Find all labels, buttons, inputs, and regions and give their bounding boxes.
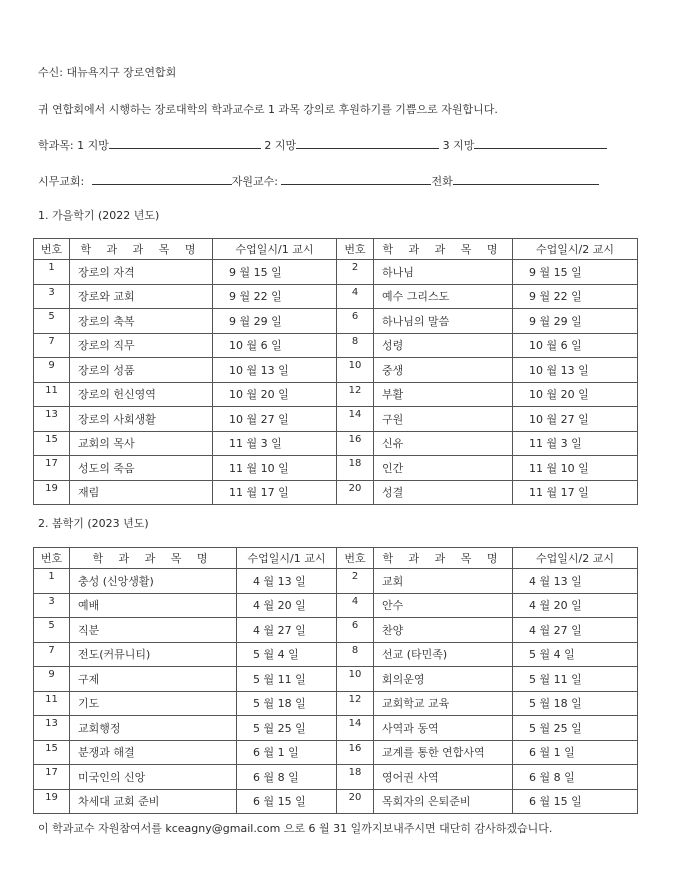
col-header-number: 번호 [34,239,70,260]
row-number: 10 [337,667,374,692]
subject-name: 부활 [374,382,513,407]
table-row [34,260,638,285]
class-date: 5 월 4 일 [513,642,638,667]
class-date: 10 월 13 일 [213,358,337,383]
subject-name: 분쟁과 해결 [70,740,237,765]
spring-section-title: 2. 봄학기 (2023 년도) [38,517,149,530]
row-number: 3 [34,284,70,309]
row-number: 6 [337,309,374,334]
subject-name: 교회 [374,569,513,594]
row-number: 1 [34,569,70,594]
row-number: 9 [34,358,70,383]
class-date: 4 월 13 일 [513,569,638,594]
subject-name: 신유 [374,431,513,456]
row-number: 16 [337,740,374,765]
subject-choice-line [38,137,607,153]
row-number: 2 [337,260,374,285]
class-date: 6 월 15 일 [237,789,337,814]
class-date: 5 월 18 일 [237,691,337,716]
subject-name: 선교 (타민족) [374,642,513,667]
subject-name: 목회자의 은퇴준비 [374,789,513,814]
subject-name: 안수 [374,593,513,618]
col-header-subject: 학 과 과 목 명 [374,239,513,260]
class-date: 11 월 17 일 [513,480,638,505]
table-row [34,309,638,334]
subject-name: 교계를 통한 연합사역 [374,740,513,765]
class-date: 6 월 1 일 [513,740,638,765]
subject-name: 충성 (신앙생활) [70,569,237,594]
col-header-period2: 수업일시/2 교시 [513,239,638,260]
class-date: 5 월 18 일 [513,691,638,716]
table-header-row [34,239,638,260]
row-number: 4 [337,284,374,309]
row-number: 11 [34,691,70,716]
table-row [34,431,638,456]
row-number: 5 [34,618,70,643]
class-date: 9 월 15 일 [513,260,638,285]
church-blank[interactable] [92,173,232,185]
subject-name: 직분 [70,618,237,643]
row-number: 14 [337,716,374,741]
col-header-period1: 수업일시/1 교시 [237,548,337,569]
col-header-period2: 수업일시/2 교시 [513,548,638,569]
class-date: 10 월 13 일 [513,358,638,383]
class-date: 4 월 20 일 [237,593,337,618]
subject-name: 차세대 교회 준비 [70,789,237,814]
subject-name: 구원 [374,407,513,432]
choice2-label: 2 지망 [264,139,297,152]
subject-name: 성도의 죽음 [70,456,213,481]
row-number: 20 [337,480,374,505]
row-number: 12 [337,691,374,716]
subject-name: 찬양 [374,618,513,643]
row-number: 13 [34,716,70,741]
choice2-blank[interactable] [296,137,439,149]
phone-label: 전화 [431,175,453,188]
subject-name: 중생 [374,358,513,383]
col-header-subject: 학 과 과 목 명 [374,548,513,569]
subject-name: 영어권 사역 [374,765,513,790]
row-number: 19 [34,789,70,814]
table-row [34,407,638,432]
subject-name: 장로의 사회생활 [70,407,213,432]
subject-name: 예배 [70,593,237,618]
subject-name: 장로의 축복 [70,309,213,334]
subject-name: 하나님 [374,260,513,285]
class-date: 6 월 1 일 [237,740,337,765]
class-date: 5 월 11 일 [513,667,638,692]
class-date: 9 월 22 일 [213,284,337,309]
subject-name: 재림 [70,480,213,505]
row-number: 8 [337,642,374,667]
row-number: 16 [337,431,374,456]
subject-name: 인간 [374,456,513,481]
col-header-number: 번호 [34,548,70,569]
subject-name: 장로의 자격 [70,260,213,285]
subject-name: 장로의 성품 [70,358,213,383]
subject-name: 장로의 헌신영역 [70,382,213,407]
class-date: 10 월 6 일 [213,333,337,358]
row-number: 11 [34,382,70,407]
row-number: 18 [337,765,374,790]
class-date: 5 월 25 일 [513,716,638,741]
table-row [34,765,638,790]
row-number: 18 [337,456,374,481]
class-date: 5 월 4 일 [237,642,337,667]
spring-schedule-table [33,547,638,814]
class-date: 4 월 20 일 [513,593,638,618]
row-number: 1 [34,260,70,285]
row-number: 12 [337,382,374,407]
row-number: 15 [34,431,70,456]
table-row [34,382,638,407]
class-date: 9 월 29 일 [513,309,638,334]
class-date: 11 월 3 일 [513,431,638,456]
row-number: 20 [337,789,374,814]
class-date: 9 월 22 일 [513,284,638,309]
class-date: 9 월 15 일 [213,260,337,285]
subject-name: 회의운영 [374,667,513,692]
table-row [34,284,638,309]
class-date: 6 월 8 일 [513,765,638,790]
table-row [34,789,638,814]
row-number: 10 [337,358,374,383]
col-header-number: 번호 [337,239,374,260]
class-date: 11 월 17 일 [213,480,337,505]
subject-name: 미국인의 신앙 [70,765,237,790]
row-number: 14 [337,407,374,432]
class-date: 11 월 10 일 [513,456,638,481]
row-number: 17 [34,765,70,790]
col-header-period1: 수업일시/1 교시 [213,239,337,260]
row-number: 19 [34,480,70,505]
row-number: 7 [34,642,70,667]
table-row [34,691,638,716]
row-number: 6 [337,618,374,643]
table-row [34,642,638,667]
church-label: 시무교회: [38,175,85,188]
table-row [34,593,638,618]
class-date: 10 월 6 일 [513,333,638,358]
class-date: 9 월 29 일 [213,309,337,334]
row-number: 4 [337,593,374,618]
class-date: 11 월 3 일 [213,431,337,456]
col-header-number: 번호 [337,548,374,569]
class-date: 11 월 10 일 [213,456,337,481]
choice1-blank[interactable] [109,137,261,149]
footer-note: 이 학과교수 자원참여서를 kceagny@gmail.com 으로 6 월 31 일까지보내주시면 대단히 감사하겠습니다. [38,822,553,835]
choice3-label: 3 지망 [442,139,475,152]
table-row [34,716,638,741]
table-row [34,480,638,505]
class-date: 5 월 25 일 [237,716,337,741]
subject-name: 교회행정 [70,716,237,741]
subject-name: 사역과 동역 [374,716,513,741]
row-number: 8 [337,333,374,358]
row-number: 13 [34,407,70,432]
table-row [34,358,638,383]
table-row [34,569,638,594]
row-number: 17 [34,456,70,481]
subject-name: 예수 그리스도 [374,284,513,309]
church-info-line [38,173,599,189]
row-number: 3 [34,593,70,618]
intro-sentence: 귀 연합회에서 시행하는 장로대학의 학과교수로 1 과목 강의로 후원하기를 기쁨으로 자원합니다. [38,103,498,116]
col-header-subject: 학 과 과 목 명 [70,239,213,260]
subject-name: 기도 [70,691,237,716]
class-date: 5 월 11 일 [237,667,337,692]
subject-name: 구제 [70,667,237,692]
subject-name: 성령 [374,333,513,358]
class-date: 4 월 13 일 [237,569,337,594]
row-number: 2 [337,569,374,594]
volunteer-label: 자원교수: [231,175,278,188]
table-row [34,667,638,692]
row-number: 9 [34,667,70,692]
fall-section-title: 1. 가을학기 (2022 년도) [38,209,160,222]
class-date: 6 월 8 일 [237,765,337,790]
row-number: 15 [34,740,70,765]
class-date: 6 월 15 일 [513,789,638,814]
subject-name: 성결 [374,480,513,505]
col-header-subject: 학 과 과 목 명 [70,548,237,569]
subject-name: 장로와 교회 [70,284,213,309]
volunteer-blank[interactable] [281,173,431,185]
table-row [34,333,638,358]
class-date: 10 월 20 일 [513,382,638,407]
row-number: 5 [34,309,70,334]
subject-name: 전도(커뮤니티) [70,642,237,667]
choice3-blank[interactable] [474,137,607,149]
table-row [34,740,638,765]
table-header-row [34,548,638,569]
table-row [34,618,638,643]
row-number: 7 [34,333,70,358]
class-date: 4 월 27 일 [513,618,638,643]
class-date: 10 월 20 일 [213,382,337,407]
class-date: 10 월 27 일 [513,407,638,432]
choice1-label: 학과목: 1 지망 [38,139,109,152]
subject-name: 교회학교 교육 [374,691,513,716]
subject-name: 하나님의 말씀 [374,309,513,334]
subject-name: 교회의 목사 [70,431,213,456]
table-row [34,456,638,481]
class-date: 4 월 27 일 [237,618,337,643]
phone-blank[interactable] [453,173,599,185]
recipient-line: 수신: 대뉴욕지구 장로연합회 [38,66,177,79]
subject-name: 장로의 직무 [70,333,213,358]
fall-schedule-table [33,238,638,505]
class-date: 10 월 27 일 [213,407,337,432]
